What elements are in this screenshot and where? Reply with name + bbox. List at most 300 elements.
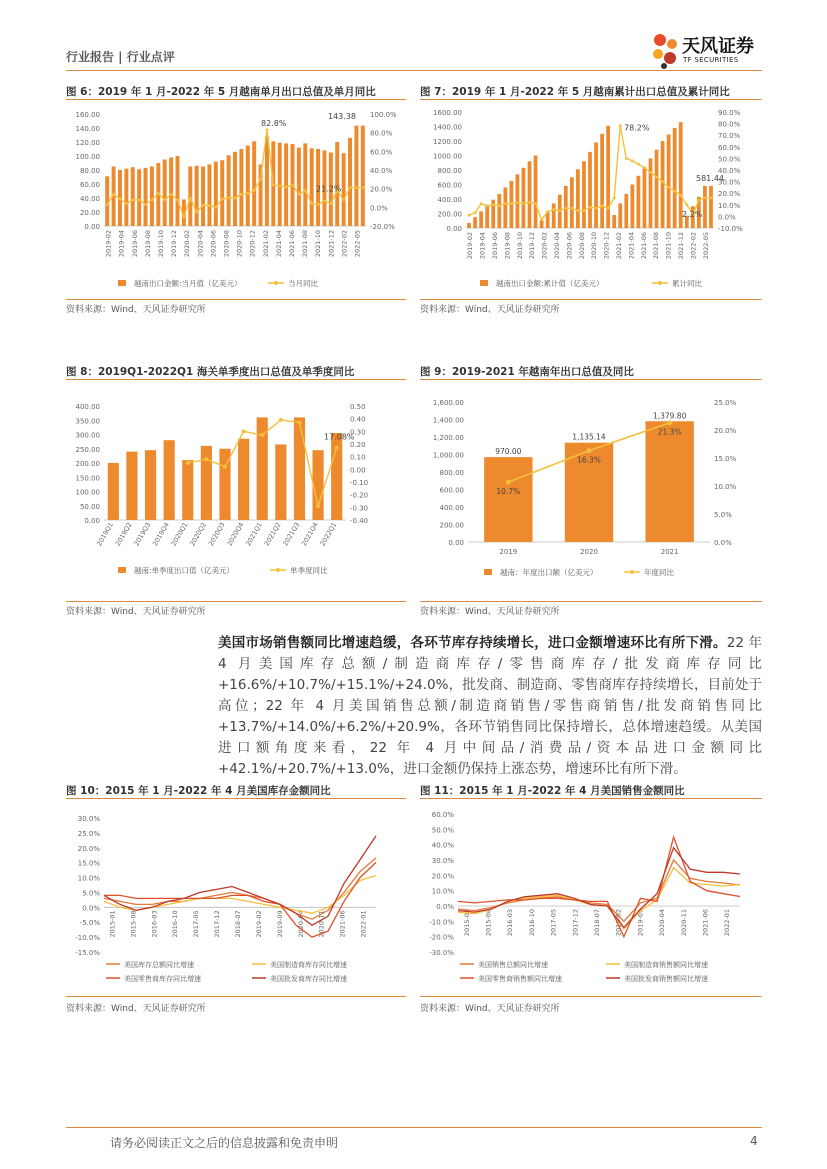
logo-name-cn: 天风证券 bbox=[682, 36, 754, 57]
series-line bbox=[104, 858, 376, 919]
bar bbox=[552, 203, 556, 228]
figure-8-chart bbox=[66, 382, 406, 600]
bar bbox=[195, 166, 199, 226]
legend-bar-swatch bbox=[118, 567, 126, 573]
legend-line-marker bbox=[274, 281, 278, 285]
line-point bbox=[631, 159, 634, 162]
x-tick-label: 2019-02 bbox=[466, 232, 475, 260]
y-tick-label: 800.00 bbox=[439, 469, 464, 477]
y2-tick-label: -0.20 bbox=[350, 491, 369, 500]
x-tick-label: 2022-05 bbox=[353, 230, 362, 258]
y2-tick-label: 50.0% bbox=[718, 155, 741, 164]
line-value-label: 10.7% bbox=[496, 487, 521, 497]
y-tick-label: 20.0% bbox=[77, 844, 100, 853]
legend-label: 美国批发商库存同比增速 bbox=[270, 975, 347, 983]
annotation: 78.2% bbox=[624, 123, 650, 133]
line-point bbox=[272, 184, 275, 187]
figure-6-title: 图 6：2019 年 1 月-2022 年 5 月越南单月出口总值及单月同比 bbox=[66, 86, 376, 98]
bar bbox=[238, 439, 249, 520]
line-point bbox=[540, 218, 543, 221]
bar bbox=[310, 148, 314, 226]
annotation: 21.2% bbox=[316, 184, 342, 194]
y2-tick-label: -20.0% bbox=[370, 223, 395, 231]
y-tick-label: 25.0% bbox=[77, 829, 100, 838]
category-label: 2019Q2 bbox=[113, 521, 134, 548]
bar bbox=[342, 153, 346, 226]
line-point bbox=[667, 420, 672, 425]
bar bbox=[182, 460, 193, 520]
category-label: 2019Q3 bbox=[132, 521, 153, 548]
line-point bbox=[138, 198, 141, 201]
x-tick-label: 2022-01 bbox=[359, 910, 368, 938]
bar bbox=[176, 156, 180, 226]
x-tick-label: 2019-10 bbox=[515, 232, 524, 260]
x-tick-label: 2020-04 bbox=[196, 230, 205, 258]
line-point bbox=[285, 185, 288, 188]
x-tick-label: 2018-07 bbox=[234, 910, 242, 938]
line-point bbox=[661, 180, 664, 183]
line-point bbox=[208, 204, 211, 207]
line-point bbox=[697, 199, 700, 202]
bar bbox=[144, 168, 148, 226]
y-tick-label: 0.0% bbox=[82, 904, 100, 913]
line-point bbox=[112, 193, 115, 196]
category-label: 2022Q1 bbox=[318, 521, 339, 548]
figure-7-chart bbox=[420, 102, 762, 300]
bar bbox=[163, 160, 167, 227]
y-tick-label: 0.00 bbox=[446, 225, 462, 233]
y-tick-label: 1,000.00 bbox=[432, 451, 464, 460]
figure-7-source: 资料来源：Wind、天风证券研究所 bbox=[420, 305, 560, 315]
line-point bbox=[534, 202, 537, 205]
bar bbox=[630, 185, 634, 229]
line-point bbox=[637, 163, 640, 166]
line-point bbox=[564, 207, 567, 210]
x-tick-label: 2021-06 bbox=[338, 910, 347, 938]
x-tick-label: 2020-04 bbox=[553, 232, 561, 260]
y-tick-label: 50.00 bbox=[79, 502, 100, 511]
line-point bbox=[679, 194, 682, 197]
legend-label: 美国库存总额同比增速 bbox=[124, 961, 194, 969]
category-label: 2020Q4 bbox=[225, 521, 246, 548]
y2-tick-label: 0.0% bbox=[718, 213, 736, 222]
figure-7-title: 图 7：2019 年 1 月-2022 年 5 月越南累计出口总值及累计同比 bbox=[420, 86, 730, 98]
legend-label: 美国零售商库存同比增速 bbox=[124, 975, 201, 983]
bar bbox=[606, 126, 610, 228]
x-tick-label: 2015-08 bbox=[484, 909, 493, 937]
line-point bbox=[310, 202, 313, 205]
line-point bbox=[221, 198, 224, 201]
bar bbox=[484, 457, 532, 542]
bar bbox=[239, 149, 243, 226]
footer-divider bbox=[66, 1127, 762, 1128]
x-tick-label: 2021-06 bbox=[701, 909, 710, 937]
category-label: 2019Q1 bbox=[95, 521, 116, 548]
bar bbox=[649, 158, 653, 228]
line-point bbox=[480, 202, 483, 205]
x-tick-label: 2019-06 bbox=[491, 232, 499, 260]
x-tick-label: 2019-08 bbox=[503, 232, 512, 260]
x-tick-label: 2019-12 bbox=[528, 232, 537, 260]
figure-9-rule bbox=[420, 379, 762, 380]
x-tick-label: 2020-12 bbox=[602, 232, 611, 260]
legend-label: 越南出口金额:当月值（亿美元） bbox=[134, 279, 242, 288]
bar bbox=[503, 187, 507, 228]
x-tick-label: 2017-12 bbox=[571, 909, 580, 937]
bar bbox=[278, 143, 282, 226]
y2-tick-label: 30.0% bbox=[718, 178, 741, 187]
y2-tick-label: 70.0% bbox=[718, 132, 741, 141]
y-tick-label: 140.00 bbox=[75, 125, 100, 133]
line-point bbox=[492, 203, 495, 206]
line-point bbox=[589, 206, 592, 209]
x-tick-label: 2022-05 bbox=[701, 232, 710, 260]
line-point bbox=[279, 418, 283, 422]
bar bbox=[522, 168, 526, 228]
y2-tick-label: 0.0% bbox=[714, 539, 732, 547]
x-tick-label: 2020-08 bbox=[222, 230, 231, 258]
report-category: 行业报告 | 行业点评 bbox=[66, 50, 175, 64]
bar bbox=[227, 155, 231, 226]
x-tick-label: 2020-06 bbox=[565, 232, 574, 260]
y-tick-label: 600.00 bbox=[437, 181, 462, 190]
analysis-headline: 美国市场销售额同比增速趋缓，各环节库存持续增长，进口金额增速环比有所下滑。 bbox=[218, 635, 727, 651]
line-point bbox=[304, 189, 307, 192]
y-tick-label: 10.0% bbox=[431, 887, 454, 896]
bar-value-label: 970.00 bbox=[495, 447, 522, 457]
bar bbox=[137, 169, 141, 226]
figure-10-rule bbox=[66, 798, 406, 799]
x-tick-label: 2019-09 bbox=[275, 910, 284, 938]
y2-tick-label: 0.30 bbox=[350, 428, 366, 437]
y2-tick-label: 15.0% bbox=[714, 455, 737, 463]
bar bbox=[131, 167, 135, 226]
y-tick-label: 800.00 bbox=[437, 167, 462, 175]
category-label: 2020 bbox=[580, 548, 598, 556]
bar bbox=[703, 186, 707, 228]
line-point bbox=[182, 215, 185, 218]
bar-value-label: 1,379.80 bbox=[652, 411, 687, 421]
figure-10-title: 图 10：2015 年 1 月-2022 年 4 月美国库存金额同比 bbox=[66, 785, 331, 797]
line-point bbox=[704, 196, 707, 199]
bar bbox=[284, 143, 288, 226]
line-point bbox=[186, 461, 190, 465]
y-tick-label: -5.0% bbox=[79, 919, 100, 928]
category-label: 2019Q4 bbox=[151, 521, 171, 548]
line-point bbox=[498, 205, 501, 208]
figure-7-rule bbox=[420, 99, 762, 100]
figure-9-src-rule bbox=[420, 601, 762, 602]
y2-tick-label: -0.30 bbox=[350, 504, 369, 513]
line-point bbox=[516, 201, 519, 204]
line-point bbox=[253, 189, 256, 192]
x-tick-label: 2021-06 bbox=[287, 230, 296, 258]
y2-tick-label: 0.40 bbox=[350, 415, 366, 424]
bar bbox=[297, 148, 301, 226]
y-tick-label: 1,600.00 bbox=[432, 399, 464, 407]
x-tick-label: 2022-02 bbox=[340, 230, 349, 258]
bar bbox=[126, 452, 137, 520]
line-point bbox=[577, 209, 580, 212]
bar bbox=[294, 417, 305, 520]
line-point bbox=[474, 212, 477, 215]
figure-6-chart bbox=[66, 102, 406, 300]
line-point bbox=[528, 201, 531, 204]
x-tick-label: 2019-04 bbox=[117, 230, 126, 258]
legend-label: 越南:单季度出口值（亿美元） bbox=[134, 566, 235, 575]
y2-tick-label: 40.0% bbox=[718, 167, 741, 175]
line-point bbox=[260, 433, 264, 437]
x-tick-label: 2019-02 bbox=[104, 230, 113, 258]
y-tick-label: 250.00 bbox=[75, 445, 100, 454]
line-point bbox=[625, 157, 628, 160]
x-tick-label: 2017-12 bbox=[213, 910, 222, 938]
line-point bbox=[157, 192, 160, 195]
y-tick-label: 60.0% bbox=[431, 811, 454, 819]
bar bbox=[312, 450, 323, 520]
x-tick-label: 2016-03 bbox=[150, 910, 159, 938]
x-tick-label: 2019-02 bbox=[254, 910, 263, 938]
bar bbox=[479, 211, 483, 228]
x-tick-label: 2015-01 bbox=[462, 909, 471, 937]
bar bbox=[150, 167, 154, 227]
y2-tick-label: 80.0% bbox=[370, 129, 393, 138]
y2-tick-label: 60.0% bbox=[718, 143, 741, 152]
y2-tick-label: 0.20 bbox=[350, 441, 366, 449]
category-label: 2021 bbox=[660, 548, 679, 556]
figure-10-src-rule bbox=[66, 996, 406, 997]
x-tick-label: 2022-02 bbox=[689, 232, 698, 260]
line-point bbox=[227, 197, 230, 200]
line-point bbox=[278, 184, 281, 187]
figure-11-src-rule bbox=[420, 996, 762, 997]
line-point bbox=[710, 196, 713, 199]
y-tick-label: 600.00 bbox=[439, 486, 464, 495]
x-tick-label: 2021-10 bbox=[314, 230, 323, 258]
line-point bbox=[619, 124, 622, 127]
y2-tick-label: 20.0% bbox=[370, 185, 393, 194]
bar bbox=[188, 167, 192, 227]
line-point bbox=[355, 186, 358, 189]
y-tick-label: 0.00 bbox=[84, 223, 100, 231]
y-tick-label: -20.0% bbox=[429, 933, 454, 942]
line-point bbox=[655, 176, 658, 179]
legend-line-marker bbox=[630, 570, 634, 574]
x-tick-label: 2020-02 bbox=[183, 230, 192, 258]
y-tick-label: 40.0% bbox=[431, 841, 454, 850]
y-tick-label: 200.00 bbox=[437, 210, 462, 219]
line-point bbox=[125, 202, 128, 205]
legend-label: 越南出口金额:累计值（亿美元） bbox=[496, 279, 604, 288]
x-tick-label: 2021-02 bbox=[261, 230, 270, 258]
figure-8-source: 资料来源：Wind、天风证券研究所 bbox=[66, 607, 206, 617]
y-tick-label: 40.00 bbox=[79, 195, 100, 203]
line-point bbox=[170, 193, 173, 196]
y-tick-label: 400.00 bbox=[439, 504, 464, 512]
figure-6-rule bbox=[66, 99, 406, 100]
legend-line-marker bbox=[276, 568, 280, 572]
bar bbox=[303, 143, 307, 226]
bar bbox=[661, 141, 665, 228]
y-tick-label: 80.00 bbox=[79, 167, 100, 175]
line-point bbox=[202, 204, 205, 207]
legend-bar-swatch bbox=[118, 280, 126, 286]
legend-label: 美国销售总额同比增速 bbox=[478, 961, 548, 969]
figure-11-source: 资料来源：Wind、天风证券研究所 bbox=[420, 1004, 560, 1014]
bar bbox=[145, 450, 156, 520]
y-tick-label: 200.00 bbox=[439, 521, 464, 530]
y2-tick-label: 0.10 bbox=[350, 453, 366, 462]
line-point bbox=[673, 189, 676, 192]
y-tick-label: -30.0% bbox=[429, 949, 454, 957]
x-tick-label: 2019-12 bbox=[170, 230, 179, 258]
y-tick-label: 200.00 bbox=[75, 460, 100, 468]
y-tick-label: 1200.00 bbox=[433, 138, 462, 146]
line-point bbox=[595, 207, 598, 210]
annotation: 2.2% bbox=[682, 209, 703, 219]
line-value-label: 21.3% bbox=[657, 427, 682, 437]
bar bbox=[667, 134, 671, 228]
y-tick-label: 160.00 bbox=[75, 111, 100, 119]
figure-8-title: 图 8：2019Q1-2022Q1 海关单季度出口总值及单季度同比 bbox=[66, 366, 355, 378]
bar bbox=[594, 142, 598, 228]
line-point bbox=[176, 198, 179, 201]
line-point bbox=[242, 429, 246, 433]
y2-tick-label: 25.0% bbox=[714, 399, 737, 407]
footer-disclaimer: 请务必阅读正文之后的信息披露和免责申明 bbox=[110, 1136, 339, 1150]
y-tick-label: 120.00 bbox=[75, 139, 100, 147]
y2-tick-label: 0.50 bbox=[350, 403, 366, 411]
bar bbox=[220, 160, 224, 226]
y2-tick-label: 10.0% bbox=[718, 201, 741, 210]
line-point bbox=[131, 198, 134, 201]
figure-7-src-rule bbox=[420, 299, 762, 300]
bar bbox=[108, 463, 119, 520]
y2-tick-label: 90.0% bbox=[718, 109, 741, 117]
x-tick-label: 2017-05 bbox=[192, 910, 201, 938]
category-label: 2021Q2 bbox=[262, 521, 283, 548]
y-tick-label: 30.0% bbox=[431, 857, 454, 865]
x-tick-label: 2021-12 bbox=[327, 230, 336, 258]
line-point bbox=[246, 192, 249, 195]
line-point bbox=[151, 198, 154, 201]
company-logo bbox=[650, 30, 770, 70]
legend-label: 年度同比 bbox=[644, 568, 674, 577]
line-point bbox=[119, 198, 122, 201]
y-tick-label: 60.00 bbox=[79, 181, 100, 189]
y-tick-label: -15.0% bbox=[75, 949, 100, 957]
line-point bbox=[667, 186, 670, 189]
x-tick-label: 2022-01 bbox=[723, 909, 732, 937]
y-tick-label: 10.0% bbox=[77, 874, 100, 883]
x-tick-label: 2021-08 bbox=[652, 232, 661, 260]
line-point bbox=[163, 198, 166, 201]
x-tick-label: 2019-02 bbox=[614, 909, 623, 937]
figure-9-chart bbox=[420, 382, 762, 600]
legend-label: 单季度同比 bbox=[290, 566, 328, 575]
legend-line-marker bbox=[658, 281, 662, 285]
y2-tick-label: 40.0% bbox=[370, 167, 393, 175]
annotation: 17.08% bbox=[324, 432, 355, 442]
bar-value-label: 1,135.14 bbox=[572, 432, 606, 442]
bar bbox=[643, 167, 647, 228]
bar bbox=[169, 157, 173, 226]
line-point bbox=[587, 448, 592, 453]
x-tick-label: 2020-06 bbox=[209, 230, 218, 258]
y-tick-label: 400.00 bbox=[437, 196, 462, 204]
legend-label: 美国制造商销售额同比增速 bbox=[624, 961, 708, 969]
figure-9-title: 图 9：2019-2021 年越南年出口总值及同比 bbox=[420, 366, 634, 378]
x-tick-label: 2016-10 bbox=[527, 909, 536, 937]
bar bbox=[600, 134, 604, 228]
line-point bbox=[298, 193, 301, 196]
y-tick-label: 1400.00 bbox=[433, 123, 462, 132]
bar bbox=[252, 141, 256, 226]
bar bbox=[645, 421, 693, 542]
line-point bbox=[223, 465, 227, 469]
y-tick-label: -10.0% bbox=[75, 934, 100, 943]
bar bbox=[637, 176, 641, 228]
x-tick-label: 2020-12 bbox=[248, 230, 257, 258]
figure-8-rule bbox=[66, 379, 406, 380]
line-point bbox=[522, 202, 525, 205]
line-point bbox=[266, 128, 269, 131]
x-tick-label: 2020-11 bbox=[317, 910, 326, 938]
bar bbox=[246, 146, 250, 227]
figure-6-source: 资料来源：Wind、天风证券研究所 bbox=[66, 305, 206, 315]
y-tick-label: 1000.00 bbox=[433, 152, 462, 161]
line-point bbox=[504, 202, 507, 205]
y-tick-label: 300.00 bbox=[75, 431, 100, 440]
figure-11-title: 图 11：2015 年 1 月-2022 年 4 月美国销售金额同比 bbox=[420, 785, 685, 797]
figure-10-chart bbox=[66, 802, 406, 996]
y-tick-label: 150.00 bbox=[75, 474, 100, 483]
category-label: 2020Q2 bbox=[188, 521, 209, 548]
y-tick-label: 15.0% bbox=[77, 859, 100, 868]
x-tick-label: 2019-04 bbox=[478, 232, 487, 260]
line-point bbox=[468, 214, 471, 217]
bar bbox=[265, 136, 269, 226]
x-tick-label: 2020-08 bbox=[577, 232, 586, 260]
figure-10-source: 资料来源：Wind、天风证券研究所 bbox=[66, 1004, 206, 1014]
y2-tick-label: 60.0% bbox=[370, 148, 393, 157]
legend-label: 美国批发商销售额同比增速 bbox=[624, 975, 708, 983]
legend-label: 越南：年度出口额（亿美元） bbox=[500, 568, 598, 577]
y2-tick-label: -0.10 bbox=[350, 479, 369, 487]
y-tick-label: 50.0% bbox=[431, 826, 454, 835]
line-point bbox=[323, 199, 326, 202]
y2-tick-label: 20.0% bbox=[718, 190, 741, 199]
legend-bar-swatch bbox=[480, 280, 488, 286]
figure-9-source: 资料来源：Wind、天风证券研究所 bbox=[420, 607, 560, 617]
logo-mark-icon bbox=[650, 30, 682, 70]
analysis-body: 22 年 4 月美国库存总额/制造商库存/零售商库存/批发商库存同比+16.6%/+10.7%/+15.1%/+24.0%，批发商、制造商、零售商库存持续增长，目前处于高位；22 年 4 月美国销售总额/制造商销售/零售商销售/批发商销售同比+13.7%/+14.0%/+6.2%/+20.9%，各环节销售同比保持增长，总体增速趋缓。从美国进口额角度来看，22 年 4 月中间品/消费品/资本品进口金额同比+42.1%/+20.7%/+13.0%，进口金额仍保持上涨态势，增速环比有所下滑。 bbox=[218, 635, 762, 777]
y-tick-label: 5.0% bbox=[82, 889, 100, 898]
x-tick-label: 2019-09 bbox=[636, 909, 645, 937]
x-tick-label: 2017-05 bbox=[549, 909, 558, 937]
line-point bbox=[546, 210, 549, 213]
figure-8-src-rule bbox=[66, 601, 406, 602]
bar bbox=[473, 217, 477, 228]
x-tick-label: 2021-04 bbox=[274, 230, 283, 258]
line-point bbox=[506, 480, 511, 485]
bar bbox=[354, 126, 358, 226]
line-point bbox=[583, 209, 586, 212]
bar bbox=[673, 128, 677, 228]
figure-11-rule bbox=[420, 798, 762, 799]
line-point bbox=[317, 203, 320, 206]
bar bbox=[612, 215, 616, 228]
